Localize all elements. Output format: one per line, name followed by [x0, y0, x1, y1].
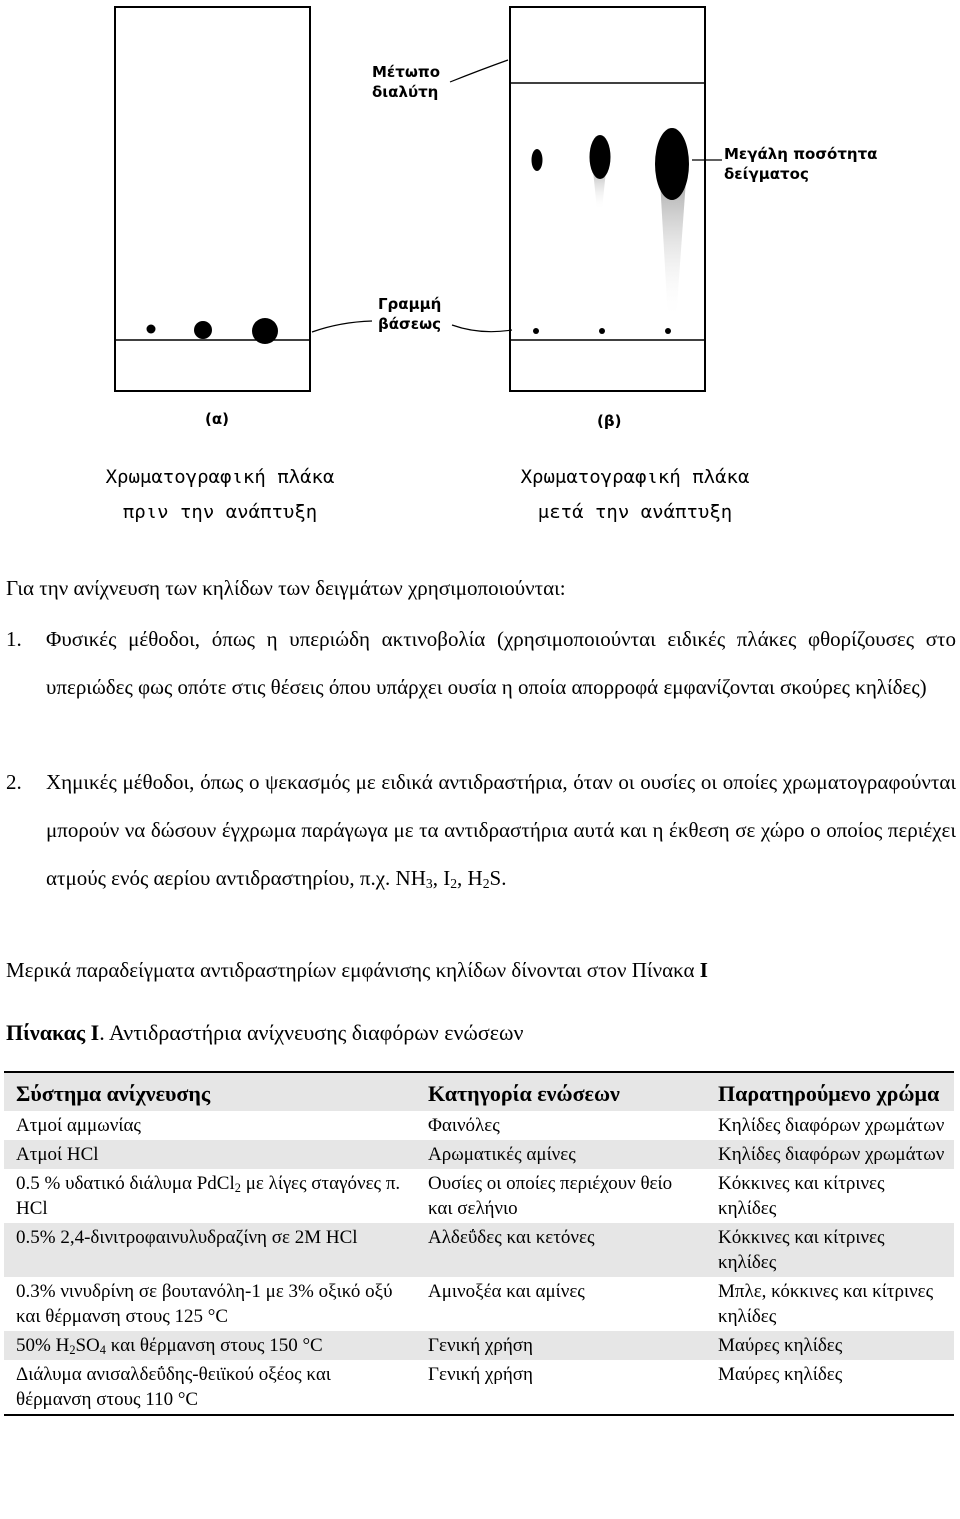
plate-b-label: (β)	[597, 412, 622, 430]
table-cell: 0.5 % υδατικό διάλυμα PdCl$_2$ με λίγες σταγόνες π. HCl	[4, 1169, 416, 1223]
chromatography-figure	[0, 0, 960, 450]
plate-b-origin-3	[665, 328, 671, 334]
plate-b-spot-3	[655, 128, 689, 200]
table-cell: Κηλίδες διαφόρων χρωμάτων	[706, 1140, 954, 1169]
large-sample-label	[724, 144, 877, 184]
leader-baseline-b	[452, 325, 512, 332]
table-cell: Αμινοξέα και αμίνες	[416, 1277, 706, 1331]
table-cell: Μπλε, κόκκινες και κίτρινες κηλίδες	[706, 1277, 954, 1331]
plate-a-spot-medium	[194, 321, 212, 339]
table-cell: Κηλίδες διαφόρων χρωμάτων	[706, 1111, 954, 1140]
header-observed-color: Παρατηρούμενο χρώμα	[706, 1072, 954, 1111]
table-row	[4, 1169, 954, 1223]
table-row	[4, 1360, 954, 1415]
plate-b-spot-2	[590, 135, 611, 179]
baseline-label-line2: βάσεως	[378, 315, 442, 333]
plate-b-spot-1	[532, 149, 543, 171]
caption-a	[60, 460, 380, 530]
caption-a-line1: Χρωματογραφική πλάκα	[105, 466, 335, 488]
examples-text-table-ref: Ι	[699, 958, 708, 982]
leader-baseline-a	[312, 321, 372, 332]
caption-b-line2: μετά την ανάπτυξη	[537, 501, 733, 523]
formula-nh3: $NH_3$, $I_2$, $H_2S$.	[395, 866, 507, 891]
examples-text	[6, 958, 956, 983]
caption-a-line2: πριν την ανάπτυξη	[122, 501, 318, 523]
table-row	[4, 1140, 954, 1169]
table-header-row	[4, 1072, 954, 1111]
plate-b-origin-2	[599, 328, 605, 334]
plate-b-origin-1	[533, 328, 539, 334]
solvent-front-label-line1: Μέτωπο	[372, 63, 441, 81]
table-cell: Μαύρες κηλίδες	[706, 1331, 954, 1360]
intro-text: Για την ανίχνευση των κηλίδων των δειγμάτων χρησιμοποιούνται:	[6, 576, 566, 600]
examples-text-body: Μερικά παραδείγματα αντιδραστηρίων εμφάνισης κηλίδων δίνονται στον Πίνακα	[6, 958, 700, 982]
table-cell: Κόκκινες και κίτρινες κηλίδες	[706, 1169, 954, 1223]
plate-a	[115, 7, 310, 391]
list-item-1-text: Φυσικές μέθοδοι, όπως η υπεριώδη ακτινοβολία (χρησιμοποιούνται ειδικές πλάκες φθορίζουσες στο υπεριώδες φως οπότε στις θέσεις όπου υπάρχει ουσία η οποία απορροφά εμφανίζονται σκούρες κηλίδες)	[46, 627, 956, 699]
header-detection-system: Σύστημα ανίχνευσης	[4, 1072, 416, 1111]
leader-solvent-front	[450, 60, 508, 82]
solvent-front-label	[372, 62, 440, 102]
table-cell: Ουσίες οι οποίες περιέχουν θείο και σελήνιο	[416, 1169, 706, 1223]
list-item-2-number: 2.	[6, 770, 22, 794]
table-cell: Διάλυμα ανισαλδεΰδης-θειϊκού οξέος και θέρμανση στους 110 °C	[4, 1360, 416, 1415]
caption-b-line1: Χρωματογραφική πλάκα	[520, 466, 750, 488]
caption-b	[475, 460, 795, 530]
table-row	[4, 1277, 954, 1331]
list-item-2-text	[46, 758, 956, 902]
table-cell: Μαύρες κηλίδες	[706, 1360, 954, 1415]
list-item-2-body: Χημικές μέθοδοι, όπως ο ψεκασμός με ειδικά αντιδραστήρια, όταν οι ουσίες οι οποίες χρωματογραφούνται μπορούν να δώσουν έγχρωμα παράγωγα με τα αντιδραστήρια αυτά και η έκθεση σε χώρο ο οποίος περιέχει ατμούς ενός αερίου αντιδραστηρίου, π.χ.	[46, 770, 956, 890]
table-cell: Φαινόλες	[416, 1111, 706, 1140]
large-sample-label-line2: δείγματος	[724, 165, 809, 183]
baseline-label	[378, 294, 441, 334]
large-sample-label-line1: Μεγάλη ποσότητα	[724, 145, 878, 163]
tlc-plates-diagram	[0, 0, 960, 450]
list-item-1-number: 1.	[6, 627, 22, 651]
reagents-table	[4, 1071, 954, 1416]
solvent-front-label-line2: διαλύτη	[372, 83, 439, 101]
plate-a-spot-small	[147, 325, 156, 334]
plate-a-spot-large	[252, 318, 278, 344]
table-row	[4, 1331, 954, 1360]
table-title-text: . Αντιδραστήρια ανίχνευσης διαφόρων ενώσεων	[99, 1020, 524, 1045]
table-row	[4, 1111, 954, 1140]
table-cell: 0.3% νινυδρίνη σε βουτανόλη-1 με 3% οξικό οξύ και θέρμανση στους 125 °C	[4, 1277, 416, 1331]
table-cell: 50% $H_2SO_4$ και θέρμανση στους 150 °C	[4, 1331, 416, 1360]
header-compound-class: Κατηγορία ενώσεων	[416, 1072, 706, 1111]
table-row	[4, 1223, 954, 1277]
table-title-label: Πίνακας Ι	[6, 1020, 100, 1045]
baseline-label-line1: Γραμμή	[378, 295, 442, 313]
table-cell: Αλδεΰδες και κετόνες	[416, 1223, 706, 1277]
plate-a-label: (α)	[205, 410, 230, 428]
table-cell: Ατμοί αμμωνίας	[4, 1111, 416, 1140]
table-cell: Κόκκινες και κίτρινες κηλίδες	[706, 1223, 954, 1277]
table-cell: Γενική χρήση	[416, 1331, 706, 1360]
table-cell: Αρωματικές αμίνες	[416, 1140, 706, 1169]
table-title	[6, 1020, 956, 1046]
tail-3	[660, 180, 686, 320]
table-cell: Γενική χρήση	[416, 1360, 706, 1415]
table-cell: 0.5% 2,4-δινιτροφαινυλυδραζίνη σε 2Μ HCl	[4, 1223, 416, 1277]
table-cell: Ατμοί HCl	[4, 1140, 416, 1169]
